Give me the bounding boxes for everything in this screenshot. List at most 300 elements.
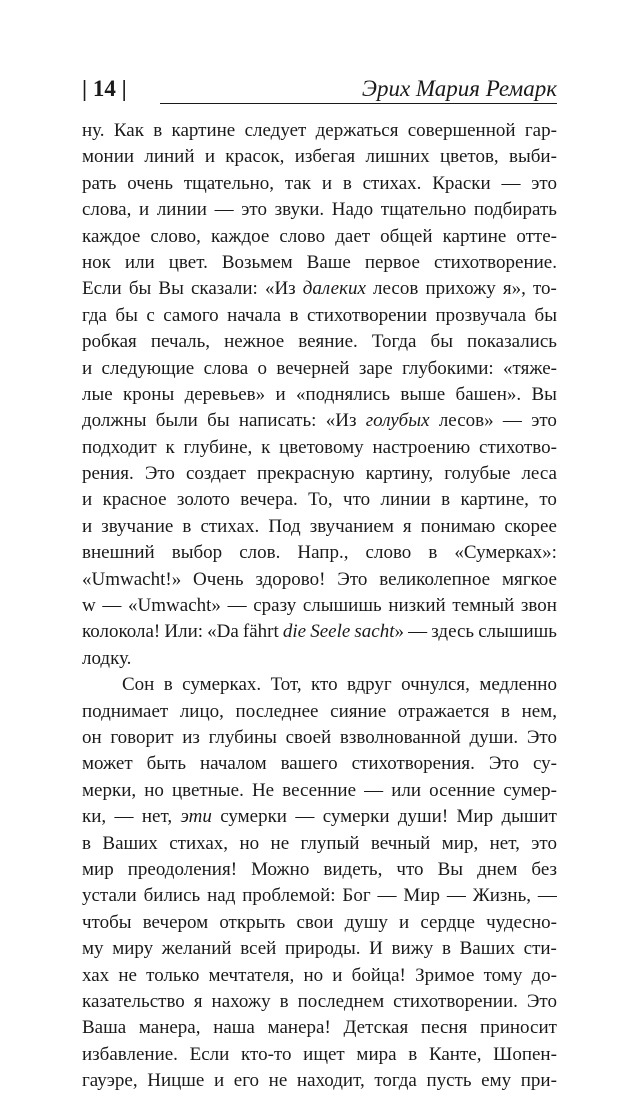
word: [380, 224, 432, 250]
text-run: мерки,: [82, 779, 137, 801]
word: [110, 725, 173, 751]
text-run: здесь: [431, 621, 475, 643]
word: [165, 435, 174, 461]
text-line: [82, 303, 557, 329]
word: [123, 382, 174, 408]
word: [352, 963, 406, 989]
text-run: свои: [296, 911, 334, 933]
text-run: Очень: [193, 568, 244, 590]
word: [146, 303, 154, 329]
text-run: сердце: [420, 911, 475, 933]
text-run: линий: [144, 146, 195, 168]
word: [432, 171, 490, 197]
word: [429, 778, 495, 804]
text-run: низкий: [388, 595, 446, 617]
word: [310, 619, 350, 645]
word: [381, 487, 431, 513]
text-run: Напр.,: [297, 542, 349, 564]
text-run: миру: [112, 938, 154, 960]
text-run: подходит: [82, 436, 157, 458]
text-run: и: [275, 383, 286, 405]
text-run: Ваше: [306, 251, 351, 273]
word: [265, 276, 296, 302]
text-run: рать: [82, 172, 117, 194]
text-run: тщательно,: [183, 172, 275, 194]
text-line: [82, 408, 557, 434]
text-run: здорово!: [255, 568, 326, 590]
text-run: сумерках.: [182, 674, 262, 696]
word: [531, 857, 557, 883]
text-run: и: [204, 146, 215, 168]
word: [527, 989, 557, 1015]
word: [82, 144, 134, 170]
text-run: манера!: [267, 1017, 331, 1039]
word: [297, 1068, 365, 1094]
word: [268, 1015, 331, 1041]
word: [193, 567, 244, 593]
text-run: —: [502, 410, 522, 432]
word: [316, 118, 399, 144]
word: [279, 435, 364, 461]
text-run: при-: [520, 1070, 557, 1092]
word: [533, 276, 557, 302]
text-run: показались: [467, 331, 557, 353]
text-run: Как: [113, 120, 144, 141]
text-line: [82, 461, 557, 487]
text-run: слово,: [150, 225, 201, 247]
word: [207, 408, 229, 434]
word: [240, 487, 298, 513]
word: [257, 461, 355, 487]
text-line: [82, 619, 557, 645]
word: [391, 778, 421, 804]
word: [172, 540, 222, 566]
word: [151, 329, 210, 355]
text-run: прихожу: [425, 278, 496, 300]
text-run: мечтателя,: [208, 964, 295, 986]
word: [509, 144, 557, 170]
text-run: бы: [207, 410, 230, 432]
word: [480, 1015, 557, 1041]
text-run: и: [213, 1070, 225, 1092]
word: [493, 1042, 557, 1068]
word: [521, 593, 557, 619]
text-run: осенние: [429, 779, 496, 801]
text-run: настроению: [372, 436, 471, 458]
text-run: слова,: [82, 199, 132, 221]
text-run: к: [165, 436, 175, 458]
word: [479, 672, 557, 698]
word: [186, 461, 246, 487]
word: [415, 963, 474, 989]
word: [379, 567, 490, 593]
text-run: я: [402, 515, 412, 537]
text-run: лишних: [365, 146, 430, 168]
word: [501, 804, 557, 830]
word: [177, 487, 230, 513]
text-run: в: [441, 489, 451, 511]
text-run: были: [155, 410, 198, 432]
word: [290, 303, 299, 329]
text-run: колокола!: [82, 621, 161, 643]
text-run: выби-: [509, 146, 557, 168]
word: [82, 619, 160, 645]
word: [82, 118, 105, 144]
text-line: [82, 883, 557, 909]
text-run: робкая: [82, 331, 137, 353]
text-run: —: [295, 806, 315, 828]
word: [185, 382, 266, 408]
text-run: звучание: [101, 515, 174, 537]
text-run: бы: [115, 304, 138, 326]
text-run: стихах.: [200, 515, 260, 537]
text-run: очнулся,: [401, 674, 470, 696]
running-title: Эрих Мария Ремарк: [361, 76, 557, 101]
word: [456, 382, 522, 408]
word: [182, 672, 261, 698]
text-line: [82, 356, 557, 382]
text-line: [82, 831, 557, 857]
text-run: w: [82, 595, 96, 617]
word: [213, 1015, 255, 1041]
word: [296, 382, 390, 408]
word: [474, 197, 557, 223]
word: [279, 224, 325, 250]
text-run: Канте,: [428, 1043, 482, 1065]
text-run: мир,: [441, 832, 479, 854]
word: [82, 276, 122, 302]
text-run: своей: [285, 726, 332, 748]
text-line: [82, 487, 557, 513]
text-run: без: [531, 858, 557, 880]
word: [82, 514, 92, 540]
text-run: нок: [82, 251, 111, 273]
text-run: —: [102, 595, 122, 617]
text-run: —: [446, 885, 466, 907]
text-run: лесов: [373, 278, 419, 300]
text-run: Мир: [403, 885, 440, 907]
word: [82, 936, 104, 962]
text-run: Если: [189, 1043, 230, 1065]
text-run: и: [82, 515, 93, 537]
text-line: [82, 725, 557, 751]
text-run: что: [343, 489, 371, 511]
word: [504, 514, 557, 540]
text-run: прозвучала: [435, 304, 527, 326]
word: [366, 540, 412, 566]
page-number: | 14 |: [82, 76, 127, 101]
word: [457, 804, 494, 830]
text-run: бы: [534, 304, 557, 326]
text-run: Это: [526, 726, 557, 748]
word: [343, 1015, 408, 1041]
text-run: картине: [171, 120, 236, 141]
word: [82, 646, 131, 672]
word: [533, 751, 557, 777]
text-run: веяние.: [298, 331, 358, 353]
word: [239, 540, 280, 566]
word: [182, 514, 191, 540]
text-run: монии: [82, 146, 135, 168]
text-run: Мир: [456, 806, 494, 828]
text-line: [82, 963, 557, 989]
text-run: леса: [521, 463, 557, 485]
text-run: это: [531, 832, 557, 854]
word: [82, 329, 137, 355]
text-run: Бог: [342, 885, 371, 907]
word: [444, 461, 510, 487]
text-run: «Umwacht»: [128, 595, 221, 617]
text-run: нем,: [521, 700, 557, 722]
word: [521, 1068, 557, 1094]
text-run: из: [182, 726, 200, 748]
text-run: совершенной: [407, 120, 516, 141]
text-line: [82, 989, 557, 1015]
text-run: гда: [82, 304, 107, 326]
text-run: линии: [380, 489, 431, 511]
word: [372, 329, 417, 355]
word: [128, 857, 237, 883]
text-run: скорее: [504, 515, 557, 537]
word: [82, 1068, 138, 1094]
body-text: [82, 118, 557, 1094]
text-run: слово: [365, 542, 412, 564]
text-run: тому: [483, 964, 523, 986]
text-run: и: [332, 964, 343, 986]
word: [527, 725, 557, 751]
word: [335, 224, 370, 250]
word: [366, 144, 430, 170]
word: [261, 435, 270, 461]
text-run: желаний: [161, 938, 232, 960]
text-run: и: [82, 357, 93, 379]
word: [442, 831, 478, 857]
text-run: душу: [344, 911, 388, 933]
text-run: хах: [82, 964, 110, 986]
text-run: бились: [143, 885, 201, 907]
text-run: но: [303, 964, 324, 986]
word: [307, 250, 351, 276]
text-run: лые: [82, 383, 113, 405]
text-line: [82, 778, 557, 804]
word: [303, 593, 382, 619]
text-run: держаться: [315, 120, 399, 141]
word: [301, 831, 360, 857]
word: [82, 303, 107, 329]
text-run: fährt: [242, 621, 279, 643]
text-run: мир: [82, 858, 114, 880]
text-run: лицо,: [179, 700, 224, 722]
text-run: «Umwacht!»: [82, 568, 182, 590]
word: [211, 224, 269, 250]
word: [82, 883, 137, 909]
word: [144, 778, 164, 804]
word: [439, 408, 494, 434]
word: [139, 1015, 201, 1041]
word: [220, 804, 287, 830]
word: [180, 699, 224, 725]
word: [147, 751, 186, 777]
word: [200, 751, 267, 777]
text-line: [82, 646, 557, 672]
word: [164, 619, 203, 645]
word: [282, 778, 356, 804]
word: [503, 778, 557, 804]
word: [442, 936, 451, 962]
text-run: вечный: [370, 832, 431, 854]
text-run: сказали:: [190, 278, 258, 300]
text-line: [82, 751, 557, 777]
word: [399, 910, 409, 936]
text-run: вашего: [280, 753, 338, 775]
text-run: красок,: [225, 146, 285, 168]
word: [144, 144, 194, 170]
text-run: начала: [227, 304, 282, 326]
word: [283, 619, 306, 645]
text-run: вечера.: [240, 489, 298, 511]
text-run: я: [193, 990, 203, 1012]
word: [245, 118, 307, 144]
text-line: [82, 593, 557, 619]
italic-text: die: [282, 621, 307, 643]
text-run: наша: [213, 1017, 255, 1039]
text-run: цвет.: [168, 251, 208, 273]
text-run: слышишь: [478, 621, 557, 643]
word: [255, 567, 325, 593]
word: [354, 619, 404, 645]
word: [502, 567, 557, 593]
text-run: —: [501, 172, 521, 194]
word: [373, 276, 418, 302]
word: [337, 567, 367, 593]
word: [169, 831, 228, 857]
word: [82, 408, 146, 434]
text-line: [82, 197, 557, 223]
word: [241, 1042, 291, 1068]
text-run: каждое: [82, 225, 141, 247]
text-run: нахожу: [211, 990, 271, 1012]
word: [258, 356, 268, 382]
text-run: в: [153, 120, 163, 141]
text-run: чудесно-: [486, 911, 557, 933]
text-run: лесов»: [438, 410, 494, 432]
word: [308, 487, 332, 513]
text-line: [82, 910, 557, 936]
word: [234, 1068, 259, 1094]
word: [158, 276, 183, 302]
word: [82, 1042, 178, 1068]
word: [392, 936, 434, 962]
word: [297, 540, 348, 566]
text-run: открыть: [219, 911, 286, 933]
word: [460, 936, 515, 962]
italic-text: sacht: [354, 621, 395, 643]
word: [490, 831, 520, 857]
word: [296, 910, 333, 936]
text-run: что: [396, 858, 424, 880]
text-run: над: [207, 885, 236, 907]
word: [163, 303, 218, 329]
text-line: [82, 804, 557, 830]
text-run: бы: [430, 331, 453, 353]
word: [295, 804, 314, 830]
word: [139, 197, 149, 223]
text-run: Тот,: [270, 674, 302, 696]
word: [142, 804, 172, 830]
word: [539, 487, 557, 513]
word: [112, 936, 153, 962]
text-run: пусть: [426, 1070, 472, 1092]
text-run: «Из: [264, 278, 296, 300]
word: [147, 1068, 204, 1094]
word: [242, 883, 335, 909]
word: [115, 804, 134, 830]
word: [114, 118, 144, 144]
word: [503, 276, 526, 302]
text-run: отте-: [516, 225, 557, 247]
word: [393, 989, 518, 1015]
word: [469, 725, 518, 751]
word: [452, 593, 514, 619]
text-run: дает: [335, 225, 371, 247]
text-run: и: [399, 911, 410, 933]
text-run: сразу: [253, 595, 297, 617]
text-run: и: [82, 489, 93, 511]
text-run: цветов,: [439, 146, 499, 168]
text-run: Ваша: [82, 1017, 127, 1039]
text-run: весенние: [282, 779, 357, 801]
word: [398, 804, 448, 830]
word: [531, 408, 557, 434]
text-run: слова: [203, 357, 249, 379]
text-run: только: [146, 964, 200, 986]
text-run: кто: [311, 674, 338, 696]
word: [434, 250, 557, 276]
text-run: голубые: [444, 463, 511, 485]
word: [425, 276, 495, 302]
text-run: не: [268, 1070, 288, 1092]
text-run: цветовому: [279, 436, 364, 458]
word: [310, 514, 394, 540]
text-line: [82, 672, 557, 698]
italic-text: голубых: [365, 410, 430, 432]
word: [281, 751, 338, 777]
word: [101, 514, 173, 540]
text-run: это: [241, 199, 267, 221]
word: [184, 435, 253, 461]
word: [82, 699, 168, 725]
word: [190, 1042, 230, 1068]
word: [82, 487, 92, 513]
text-line: [82, 276, 557, 302]
word: [420, 910, 475, 936]
word: [352, 751, 475, 777]
word: [438, 857, 463, 883]
text-run: сияние: [330, 700, 387, 722]
word: [182, 725, 200, 751]
word: [227, 303, 281, 329]
text-run: его: [233, 1070, 260, 1092]
word: [253, 593, 296, 619]
word: [332, 197, 373, 223]
word: [209, 725, 277, 751]
word: [431, 619, 474, 645]
word: [153, 118, 162, 144]
word: [275, 197, 324, 223]
text-run: печаль,: [150, 331, 211, 353]
text-run: слово: [279, 225, 326, 247]
text-run: должны: [82, 410, 147, 432]
